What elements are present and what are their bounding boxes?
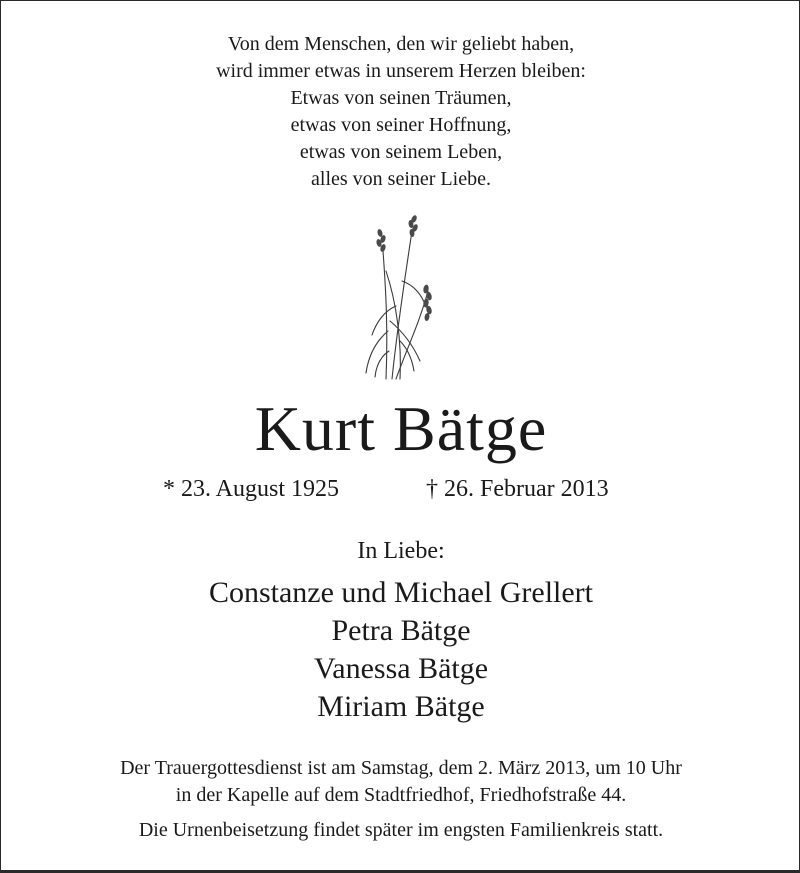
poem-line: Etwas von seinen Träumen, <box>290 87 512 109</box>
wheat-ears-icon <box>356 211 446 383</box>
mourner-name: Miriam Bätge <box>317 690 485 723</box>
mourners-heading: In Liebe: <box>357 538 445 564</box>
birth-date: * 23. August 1925 <box>163 476 340 502</box>
deceased-name: Kurt Bätge <box>254 393 548 464</box>
burial-note: Die Urnenbeisetzung findet später im engsten Familienkreis statt. <box>138 819 664 841</box>
poem-line: Von dem Menschen, den wir geliebt haben, <box>227 33 575 55</box>
service-info: Der Trauergottesdienst ist am Samstag, dem 2. März 2013, um 10 Uhr <box>120 757 682 779</box>
mourner-name: Vanessa Bätge <box>313 652 489 685</box>
life-dates <box>1 474 800 504</box>
service-location: in der Kapelle auf dem Stadtfriedhof, Friedhofstraße 44. <box>175 784 627 806</box>
poem-line: etwas von seinem Leben, <box>299 141 503 163</box>
poem-line: alles von seiner Liebe. <box>311 168 491 190</box>
poem-line: etwas von seiner Hoffnung, <box>290 114 512 136</box>
death-date: † 26. Februar 2013 <box>426 476 609 502</box>
mourner-name: Petra Bätge <box>331 614 471 647</box>
mourner-name: Constanze und Michael Grellert <box>208 576 594 609</box>
poem-line: wird immer etwas in unserem Herzen bleiben: <box>216 60 586 82</box>
